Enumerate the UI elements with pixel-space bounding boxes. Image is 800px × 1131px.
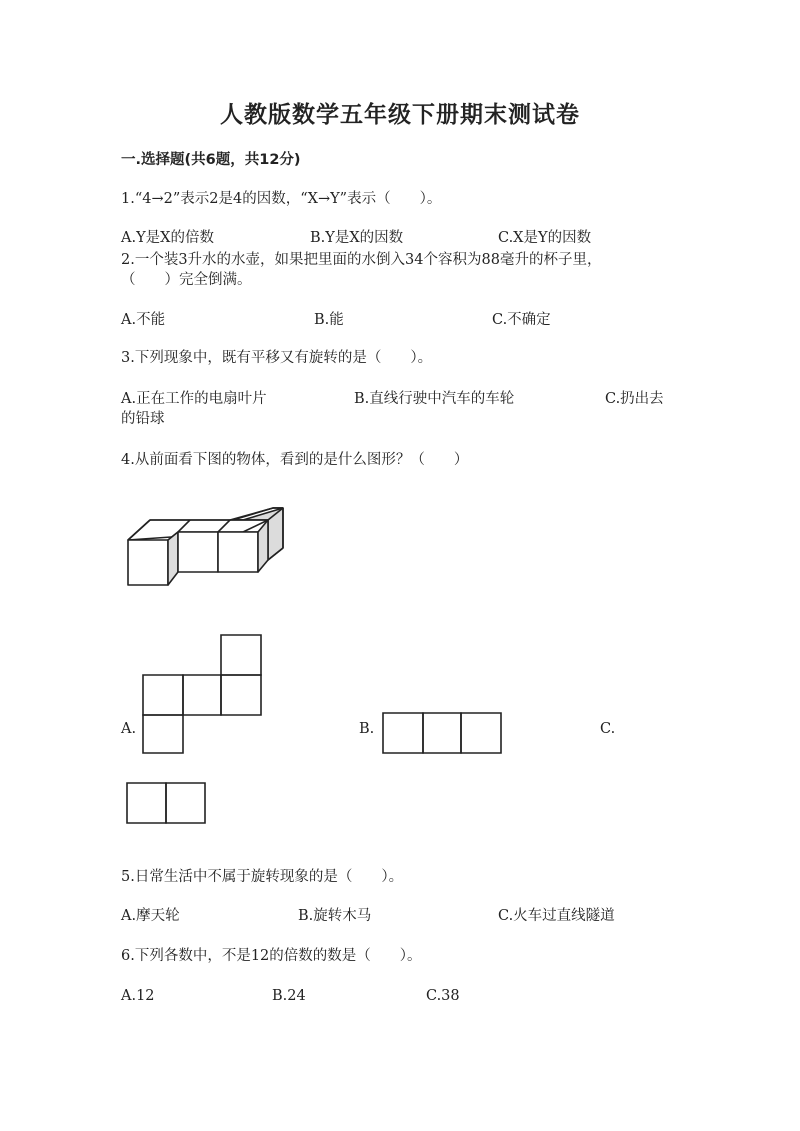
question-3-option-b[interactable]: B.直线行驶中汽车的车轮 [354,391,515,407]
question-3-option-a[interactable]: A.正在工作的电扇叶片 [121,391,267,407]
question-1-option-a[interactable]: A.Y是X的倍数 [121,230,214,246]
question-1-stem: 1.“4→2”表示2是4的因数，“X→Y”表示（ ）。 [121,191,442,207]
question-5-option-a[interactable]: A.摩天轮 [121,908,180,924]
question-6-stem: 6.下列各数中，不是12的倍数的数是（ ）。 [121,948,422,964]
cube-stack-figure [118,500,293,595]
question-4-option-c-label[interactable]: C. [600,721,616,737]
question-6-option-a[interactable]: A.12 [121,988,155,1004]
cube-front-right [218,532,258,572]
question-2-option-b[interactable]: B.能 [314,312,344,328]
option-a-grid-figure [140,632,265,756]
question-3-option-c[interactable]: C.扔出去 [605,391,664,407]
option-b-grid-figure [380,710,504,756]
question-2-stem-continued: （ ）完全倒满。 [121,272,252,288]
cube-front-left [128,540,168,585]
question-4-option-a-label[interactable]: A. [121,721,137,737]
question-3-option-c-wrap: 的铅球 [121,411,165,427]
question-3-stem: 3.下列现象中，既有平移又有旋转的是（ ）。 [121,350,433,366]
question-2-option-a[interactable]: A.不能 [121,312,166,328]
cube-front-middle [178,532,218,572]
question-6-option-c[interactable]: C.38 [426,988,460,1004]
question-5-option-c[interactable]: C.火车过直线隧道 [498,908,615,924]
question-1-option-b[interactable]: B.Y是X的因数 [310,230,404,246]
question-1-option-c[interactable]: C.X是Y的因数 [498,230,592,246]
question-5-stem: 5.日常生活中不属于旋转现象的是（ ）。 [121,869,404,885]
question-2-option-c[interactable]: C.不确定 [492,312,551,328]
question-5-option-b[interactable]: B.旋转木马 [298,908,372,924]
page-title: 人教版数学五年级下册期末测试卷 [220,102,580,128]
section-heading: 一.选择题(共6题，共12分) [121,152,301,168]
question-6-option-b[interactable]: B.24 [272,988,306,1004]
cube-side-shade-left [168,532,178,585]
option-c-grid-figure [124,780,208,826]
question-4-option-b-label[interactable]: B. [359,721,375,737]
question-2-stem: 2.一个装3升水的水壶，如果把里面的水倒入34个容积为88毫升的杯子里， [121,252,602,268]
question-4-stem: 4.从前面看下图的物体，看到的是什么图形？（ ） [121,452,469,468]
cube-side-shade-right [258,520,268,572]
